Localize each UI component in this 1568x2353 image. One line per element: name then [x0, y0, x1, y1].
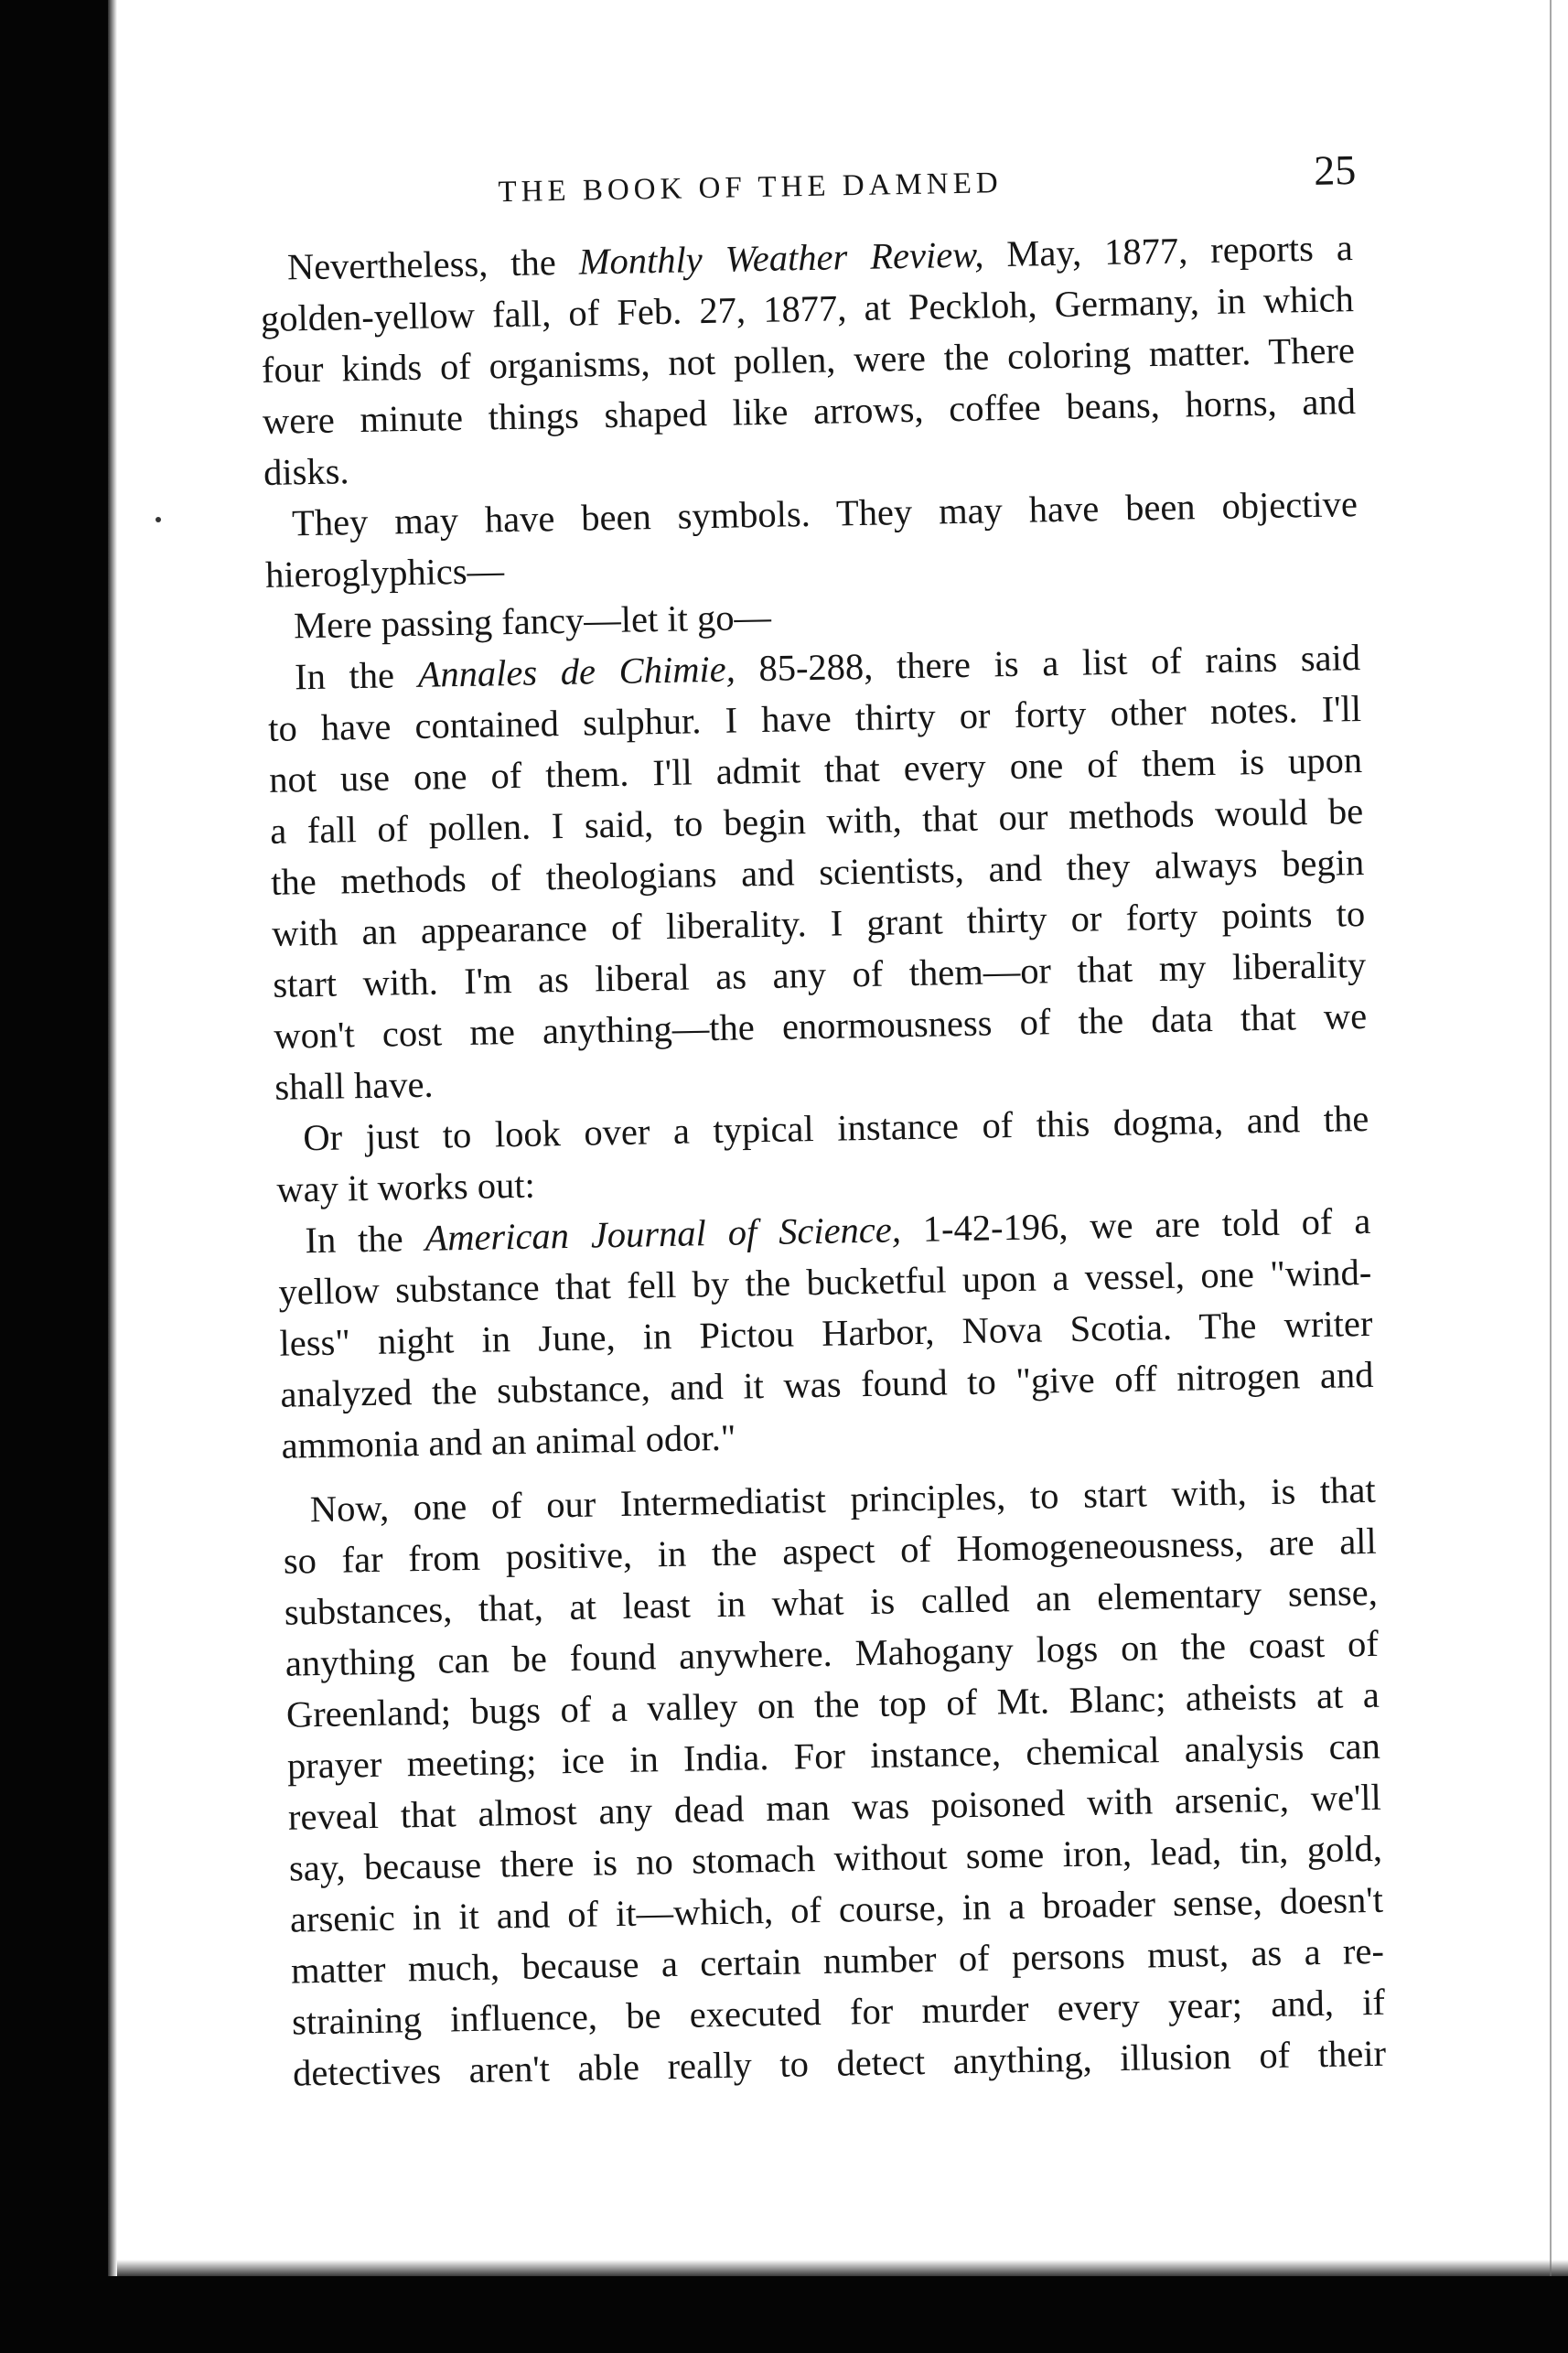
text-run: analyzed the substance, and it was found to "give off nitrogen and: [280, 1353, 1374, 1415]
page-number: 25: [1313, 146, 1357, 194]
scan-border-bottom: [0, 2276, 1568, 2353]
text-run: start with. I'm as liberal as any of them—or that my liberality: [272, 943, 1367, 1005]
text-run: to have contained sulphur. I have thirty or forty other notes. I'll: [267, 688, 1362, 749]
text-run: less" night in June, in Pictou Harbor, Nova Scotia. The writer: [279, 1302, 1373, 1364]
text-run: say, because there is no stomach without some iron, lead, tin, gold,: [288, 1827, 1383, 1889]
text-run: Or just to look over a typical instance of this dogma, and the: [302, 1097, 1369, 1159]
text-run: reveal that almost any dead man was poisoned with arsenic, we'll: [287, 1776, 1382, 1838]
text-run: Now, one of our Intermediatist principles, to start with, is that: [309, 1468, 1377, 1531]
text-run: May, 1877, reports a: [983, 227, 1354, 275]
text-run: yellow substance that fell by the bucketful upon a vessel, one "wind-: [278, 1251, 1372, 1313]
paragraph: [267, 631, 1401, 1112]
text-run: They may have been symbols. They may have been objective: [291, 483, 1359, 544]
paragraph: [264, 478, 1391, 601]
text-run: four kinds of organisms, not pollen, were the coloring matter. There: [261, 329, 1356, 391]
italic-title: American Journal of Science,: [424, 1209, 902, 1259]
text-run: In the: [294, 653, 419, 698]
text-run: prayer meeting; ice in India. For instance, chemical analysis can: [286, 1724, 1381, 1787]
italic-title: Annales de Chimie,: [417, 648, 736, 695]
scan-border-left: [0, 0, 108, 2353]
scan-border-bottom-shadow: [117, 2260, 1568, 2276]
italic-title: Monthly Weather Review,: [578, 233, 984, 283]
text-run: won't cost me anything—the enormousness of the data that we: [273, 994, 1368, 1057]
text-run: a fall of pollen. I said, to begin with, that our methods would be: [269, 790, 1364, 852]
text-run: anything can be found anywhere. Mahogany logs on the coast of: [285, 1622, 1380, 1684]
text-run: In the: [305, 1217, 425, 1262]
text-run: 1-42-196, we are told of a: [900, 1199, 1371, 1251]
text-run: shall have.: [274, 1063, 434, 1108]
text-run: with an appearance of liberality. I grant thirty or forty points to: [271, 892, 1366, 954]
text-run: Nevertheless, the: [286, 241, 580, 288]
paragraph: [259, 221, 1389, 498]
text-run: way it works out:: [276, 1164, 536, 1210]
paragraph: [277, 1195, 1407, 1471]
text-run: golden-yellow fall, of Feb. 27, 1877, at Peckloh, Germany, in which: [260, 278, 1355, 339]
text-run: matter much, because a certain number of persons must, as a re-: [290, 1929, 1385, 1992]
text-run: not use one of them. I'll admit that every one of them is upon: [268, 738, 1363, 800]
text-run: disks.: [263, 450, 349, 493]
text-run: ammonia and an animal odor.": [281, 1416, 736, 1467]
body-text: [259, 221, 1418, 2099]
text-run: Mere passing fancy—let it go—: [293, 596, 772, 647]
text-run: hieroglyphics—: [264, 550, 505, 596]
text-run: substances, that, at least in what is called an elementary sense,: [284, 1571, 1379, 1633]
text-run: were minute things shaped like arrows, coffee beans, horns, and: [262, 381, 1357, 442]
paragraph: [275, 1092, 1402, 1216]
text-run: Greenland; bugs of a valley on the top of Mt. Blanc; atheists at a: [285, 1673, 1380, 1735]
binding-edge-line: [1550, 0, 1552, 2276]
text-block: [258, 148, 1418, 2099]
text-run: detectives aren't able really to detect anything, illusion of their: [292, 2032, 1387, 2094]
text-run: so far from positive, in the aspect of Homogeneousness, are all: [283, 1520, 1378, 1582]
text-run: 85-288, there is a list of rains said: [735, 637, 1361, 690]
scan-border-shadow: [108, 0, 117, 2353]
text-run: arsenic in it and of it—which, of course, in a broader sense, doesn't: [289, 1878, 1384, 1940]
scan-speck: [156, 517, 161, 522]
text-run: straining influence, be executed for murder every year; and, if: [291, 1981, 1386, 2043]
text-run: the methods of theologians and scientists, and they always begin: [270, 841, 1365, 903]
running-title: THE BOOK OF THE DAMNED: [498, 167, 1003, 210]
paragraph: [282, 1464, 1418, 2099]
